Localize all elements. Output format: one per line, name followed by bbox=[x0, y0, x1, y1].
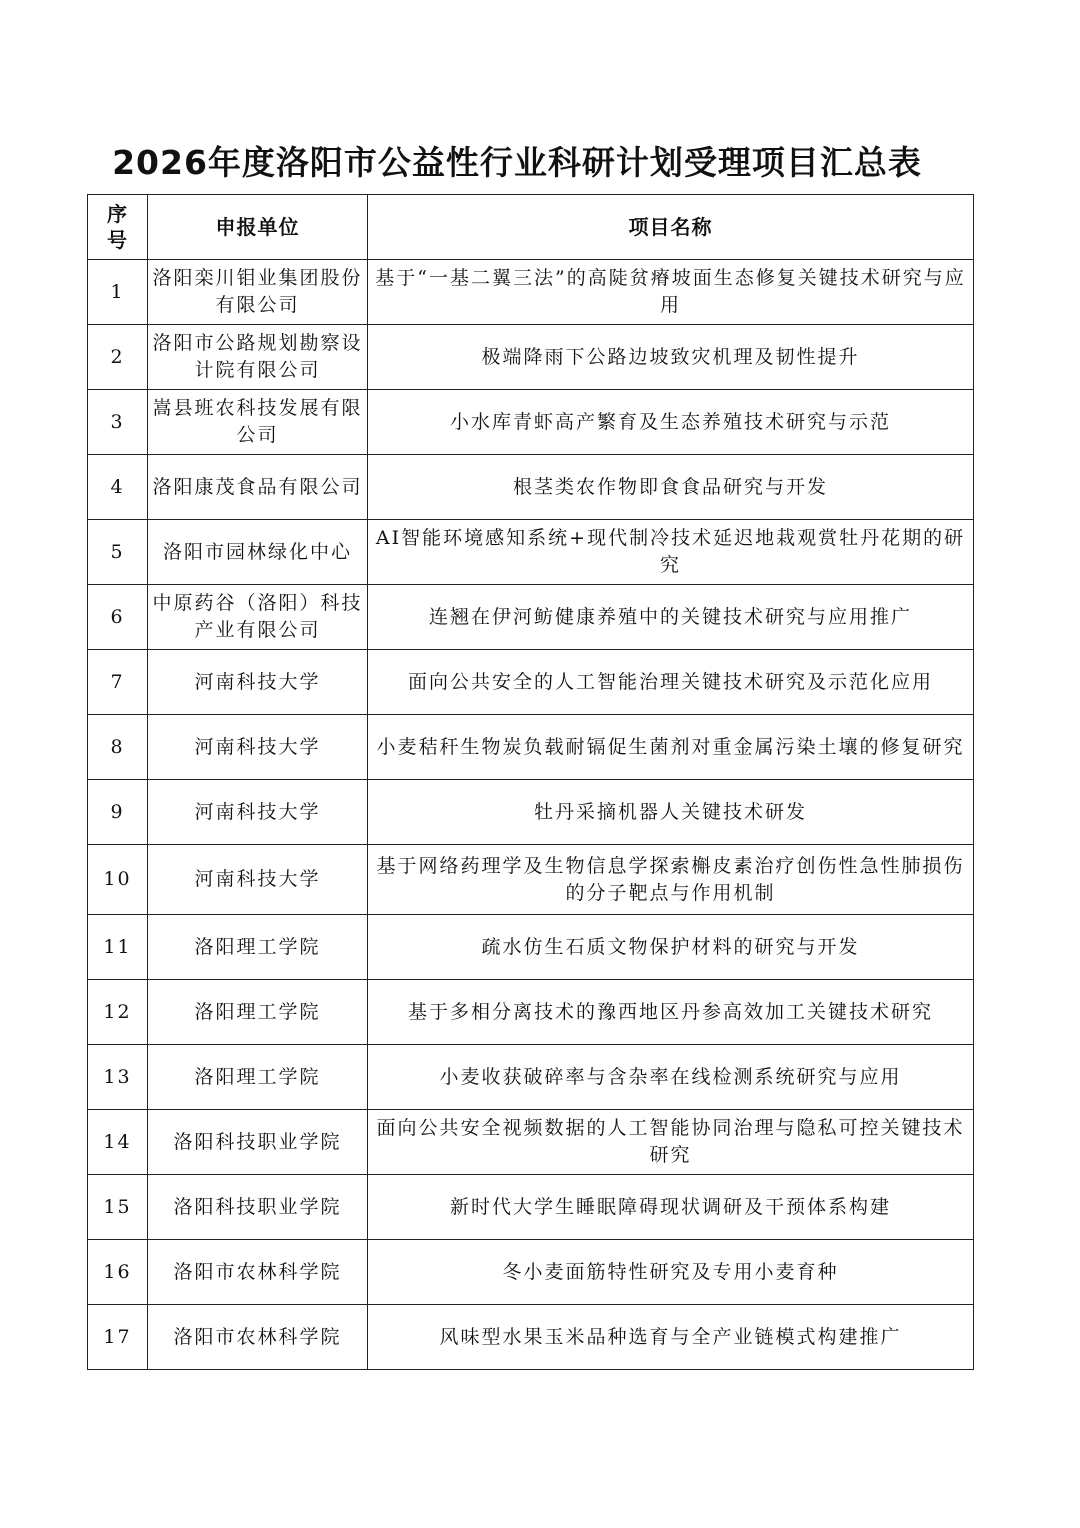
row-seq: 15 bbox=[88, 1175, 148, 1240]
table-row bbox=[88, 845, 974, 915]
row-project: 小麦收获破碎率与含杂率在线检测系统研究与应用 bbox=[368, 1045, 974, 1110]
row-project: 新时代大学生睡眠障碍现状调研及干预体系构建 bbox=[368, 1175, 974, 1240]
table-row bbox=[88, 1045, 974, 1110]
row-seq: 2 bbox=[88, 325, 148, 390]
row-project: 冬小麦面筋特性研究及专用小麦育种 bbox=[368, 1240, 974, 1305]
row-project: 疏水仿生石质文物保护材料的研究与开发 bbox=[368, 915, 974, 980]
header-project: 项目名称 bbox=[368, 195, 974, 260]
row-unit: 河南科技大学 bbox=[148, 845, 368, 915]
row-seq: 8 bbox=[88, 715, 148, 780]
row-seq: 4 bbox=[88, 455, 148, 520]
header-seq bbox=[88, 195, 148, 260]
project-summary-table bbox=[87, 194, 974, 1370]
table-row bbox=[88, 715, 974, 780]
row-seq: 9 bbox=[88, 780, 148, 845]
table-row bbox=[88, 260, 974, 325]
row-project: 基于“一基二翼三法”的高陡贫瘠坡面生态修复关键技术研究与应用 bbox=[368, 260, 974, 325]
row-project: AI智能环境感知系统+现代制冷技术延迟地栽观赏牡丹花期的研究 bbox=[368, 520, 974, 585]
table-header-row bbox=[88, 195, 974, 260]
table-row bbox=[88, 520, 974, 585]
row-seq: 10 bbox=[88, 845, 148, 915]
row-unit: 洛阳理工学院 bbox=[148, 980, 368, 1045]
row-seq: 13 bbox=[88, 1045, 148, 1110]
row-seq: 7 bbox=[88, 650, 148, 715]
header-seq-top: 序 bbox=[107, 202, 128, 226]
row-project: 基于网络药理学及生物信息学探索槲皮素治疗创伤性急性肺损伤的分子靶点与作用机制 bbox=[368, 845, 974, 915]
row-seq: 5 bbox=[88, 520, 148, 585]
row-project: 面向公共安全的人工智能治理关键技术研究及示范化应用 bbox=[368, 650, 974, 715]
table-row bbox=[88, 585, 974, 650]
row-unit: 洛阳市园林绿化中心 bbox=[148, 520, 368, 585]
row-unit: 河南科技大学 bbox=[148, 650, 368, 715]
row-project: 牡丹采摘机器人关键技术研发 bbox=[368, 780, 974, 845]
row-project: 小麦秸秆生物炭负载耐镉促生菌剂对重金属污染土壤的修复研究 bbox=[368, 715, 974, 780]
header-seq-bottom: 号 bbox=[107, 228, 128, 252]
row-project: 根茎类农作物即食食品研究与开发 bbox=[368, 455, 974, 520]
row-unit: 洛阳市公路规划勘察设计院有限公司 bbox=[148, 325, 368, 390]
row-unit: 洛阳市农林科学院 bbox=[148, 1305, 368, 1370]
row-project: 面向公共安全视频数据的人工智能协同治理与隐私可控关键技术研究 bbox=[368, 1110, 974, 1175]
row-seq: 6 bbox=[88, 585, 148, 650]
row-unit: 洛阳理工学院 bbox=[148, 1045, 368, 1110]
row-seq: 3 bbox=[88, 390, 148, 455]
row-unit: 洛阳市农林科学院 bbox=[148, 1240, 368, 1305]
row-unit: 中原药谷（洛阳）科技产业有限公司 bbox=[148, 585, 368, 650]
table-row bbox=[88, 1175, 974, 1240]
row-unit: 洛阳栾川钼业集团股份有限公司 bbox=[148, 260, 368, 325]
page-title: 2026年度洛阳市公益性行业科研计划受理项目汇总表 bbox=[112, 143, 922, 182]
header-unit: 申报单位 bbox=[148, 195, 368, 260]
table-row bbox=[88, 650, 974, 715]
table-row bbox=[88, 1240, 974, 1305]
row-project: 连翘在伊河鲂健康养殖中的关键技术研究与应用推广 bbox=[368, 585, 974, 650]
row-unit: 嵩县班农科技发展有限公司 bbox=[148, 390, 368, 455]
row-seq: 11 bbox=[88, 915, 148, 980]
table-row bbox=[88, 1305, 974, 1370]
row-seq: 16 bbox=[88, 1240, 148, 1305]
row-unit: 洛阳科技职业学院 bbox=[148, 1110, 368, 1175]
row-seq: 14 bbox=[88, 1110, 148, 1175]
row-project: 基于多相分离技术的豫西地区丹参高效加工关键技术研究 bbox=[368, 980, 974, 1045]
table-row bbox=[88, 980, 974, 1045]
table-row bbox=[88, 1110, 974, 1175]
row-unit: 河南科技大学 bbox=[148, 780, 368, 845]
table-row bbox=[88, 390, 974, 455]
row-seq: 17 bbox=[88, 1305, 148, 1370]
row-unit: 河南科技大学 bbox=[148, 715, 368, 780]
row-seq: 1 bbox=[88, 260, 148, 325]
row-unit: 洛阳理工学院 bbox=[148, 915, 368, 980]
row-project: 极端降雨下公路边坡致灾机理及韧性提升 bbox=[368, 325, 974, 390]
row-project: 小水库青虾高产繁育及生态养殖技术研究与示范 bbox=[368, 390, 974, 455]
row-unit: 洛阳康茂食品有限公司 bbox=[148, 455, 368, 520]
table-row bbox=[88, 780, 974, 845]
table-row bbox=[88, 915, 974, 980]
row-seq: 12 bbox=[88, 980, 148, 1045]
table-row bbox=[88, 325, 974, 390]
table-row bbox=[88, 455, 974, 520]
row-unit: 洛阳科技职业学院 bbox=[148, 1175, 368, 1240]
row-project: 风味型水果玉米品种选育与全产业链模式构建推广 bbox=[368, 1305, 974, 1370]
